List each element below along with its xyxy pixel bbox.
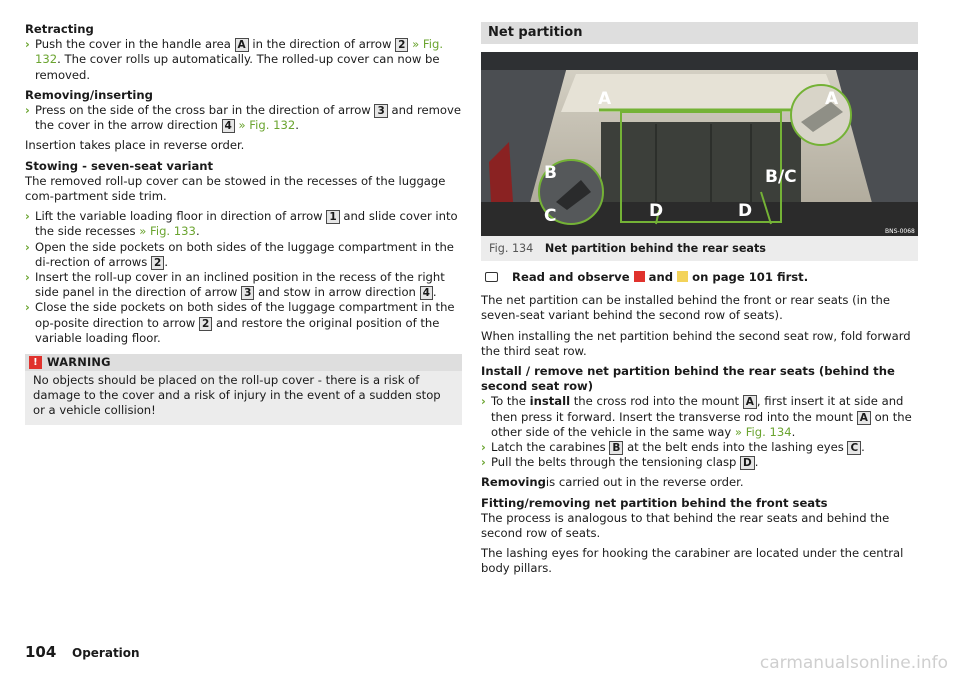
fold-text: When installing the net partition behind the second seat row, fold forward the third seat row.: [481, 328, 911, 358]
key-label: C: [847, 441, 861, 455]
figure-title: Net partition behind the rear seats: [544, 242, 766, 255]
fig-label-c: C: [544, 206, 557, 226]
bullet-arrow-icon: ›: [481, 455, 486, 470]
removing-heading: Removing/inserting: [25, 87, 153, 102]
figure-link[interactable]: » Fig. 133: [139, 224, 196, 239]
fig-label-a: A: [825, 89, 839, 109]
lashing-text: The lashing eyes for hooking the carabiner are located under the central body pillars.: [481, 546, 904, 576]
warning-header: [25, 354, 462, 371]
key-label: B: [609, 441, 623, 455]
install-step-3: › Pull the belts through the tensioning clasp D .: [481, 455, 759, 470]
install-step-2: › Latch the carabines B at the belt ends into the lashing eyes C .: [481, 440, 865, 455]
removing-text: Removingis carried out in the reverse order.: [481, 475, 744, 490]
intro-text: The net partition can be installed behind the front or rear seats (in the seven-seat variant behind the second row of seats).: [481, 293, 890, 323]
key-label: A: [235, 38, 249, 52]
watermark: carmanualsonline.info: [759, 652, 948, 673]
page-footer: [25, 645, 140, 665]
stow-step-2: › Open the side pockets on both sides of the luggage compartment in the di-rection of arrows 2 .: [25, 239, 454, 269]
net-partition-illustration: [481, 52, 918, 236]
key-label: 2: [395, 38, 408, 52]
bullet-arrow-icon: ›: [25, 103, 30, 118]
bullet-arrow-icon: ›: [25, 37, 30, 52]
front-heading: Fitting/removing net partition behind the front seats: [481, 495, 828, 510]
key-label: 4: [222, 119, 235, 133]
page-number: 104: [25, 643, 57, 661]
remove-step: › Press on the side of the cross bar in the direction of arrow 3 and remove the cover in the arrow direction 4 » Fig. 132.: [25, 103, 462, 133]
bullet-arrow-icon: ›: [481, 394, 486, 409]
install-heading: Install / remove net partition behind the rear seats (behind the second seat row): [481, 364, 895, 394]
retract-step: › Push the cover in the handle area A in the direction of arrow 2 » Fig. 132. The cover rolls up automatically. The rolled-up cover can now be removed.: [25, 37, 444, 82]
stow-step-1: › Lift the variable loading floor in direction of arrow 1 and slide cover into the side recesses » Fig. 133.: [25, 209, 458, 239]
figure-link[interactable]: » Fig. 132: [35, 37, 444, 67]
key-label: 1: [326, 210, 339, 224]
key-label: A: [857, 411, 871, 425]
bullet-arrow-icon: ›: [25, 239, 30, 254]
fig-label-b: B: [544, 163, 557, 183]
footer-section: Operation: [72, 646, 140, 660]
install-step-1: › To the install the cross rod into the mount A , first insert it at side and then press it forward. Insert the transverse rod into the mount A on the other side of the vehicle in the same way » Fig. 134.: [481, 394, 912, 439]
bullet-arrow-icon: ›: [481, 440, 486, 455]
front-text: The process is analogous to that behind the rear seats and behind the second row of seats.: [481, 510, 890, 541]
key-label: D: [740, 456, 755, 470]
warning-symbol-icon: [634, 271, 645, 282]
figure-net-partition: [481, 52, 918, 236]
warning-title: WARNING: [47, 355, 111, 370]
stowing-text: The removed roll-up cover can be stowed in the recesses of the luggage com-partment side trim.: [25, 173, 446, 204]
bullet-arrow-icon: ›: [25, 300, 30, 315]
fig-code: BNS-0068: [885, 228, 915, 235]
stow-step-3: › Insert the roll-up cover in an inclined position in the recess of the right side panel in the direction of arrow 3 and stow in arrow direction 4 .: [25, 270, 445, 300]
key-label: 2: [151, 256, 164, 270]
figure-link[interactable]: » Fig. 132: [238, 118, 296, 133]
left-column: [25, 22, 462, 425]
section-title: Net partition: [481, 22, 918, 44]
warning-box: [25, 354, 462, 425]
warning-icon: !: [29, 356, 42, 369]
bullet-arrow-icon: ›: [25, 209, 30, 224]
figure-link[interactable]: » Fig. 134: [734, 424, 792, 439]
key-label: 3: [241, 286, 254, 300]
warning-text: No objects should be placed on the roll-up cover - there is a risk of damage to the cover and a risk of injury in the event of a sudden stop or a vehicle collision!: [33, 373, 441, 418]
figure-number: Fig. 134: [489, 242, 534, 255]
key-label: 3: [374, 104, 387, 118]
key-label: 4: [420, 286, 433, 300]
right-column: [481, 22, 918, 582]
fig-label-d: D: [649, 201, 664, 221]
read-and-observe: Read and observe and on page 101 first.: [481, 270, 918, 285]
insertion-text: Insertion takes place in reverse order.: [25, 138, 245, 153]
stowing-heading: Stowing - seven-seat variant: [25, 158, 214, 173]
key-label: A: [743, 395, 757, 409]
bullet-arrow-icon: ›: [25, 270, 30, 285]
key-label: 2: [199, 317, 212, 331]
book-icon: [485, 272, 498, 282]
fig-label-a: A: [598, 89, 612, 109]
stow-step-4: › Close the side pockets on both sides of the luggage compartment in the op-posite direction to arrow 2 and restore the original position of the variable loading floor.: [25, 300, 455, 345]
caution-symbol-icon: [677, 271, 688, 282]
fig-label-d: D: [738, 201, 753, 221]
figure-caption: [481, 236, 918, 261]
fig-label-bc: B/C: [765, 167, 797, 187]
retracting-heading: Retracting: [25, 22, 94, 36]
